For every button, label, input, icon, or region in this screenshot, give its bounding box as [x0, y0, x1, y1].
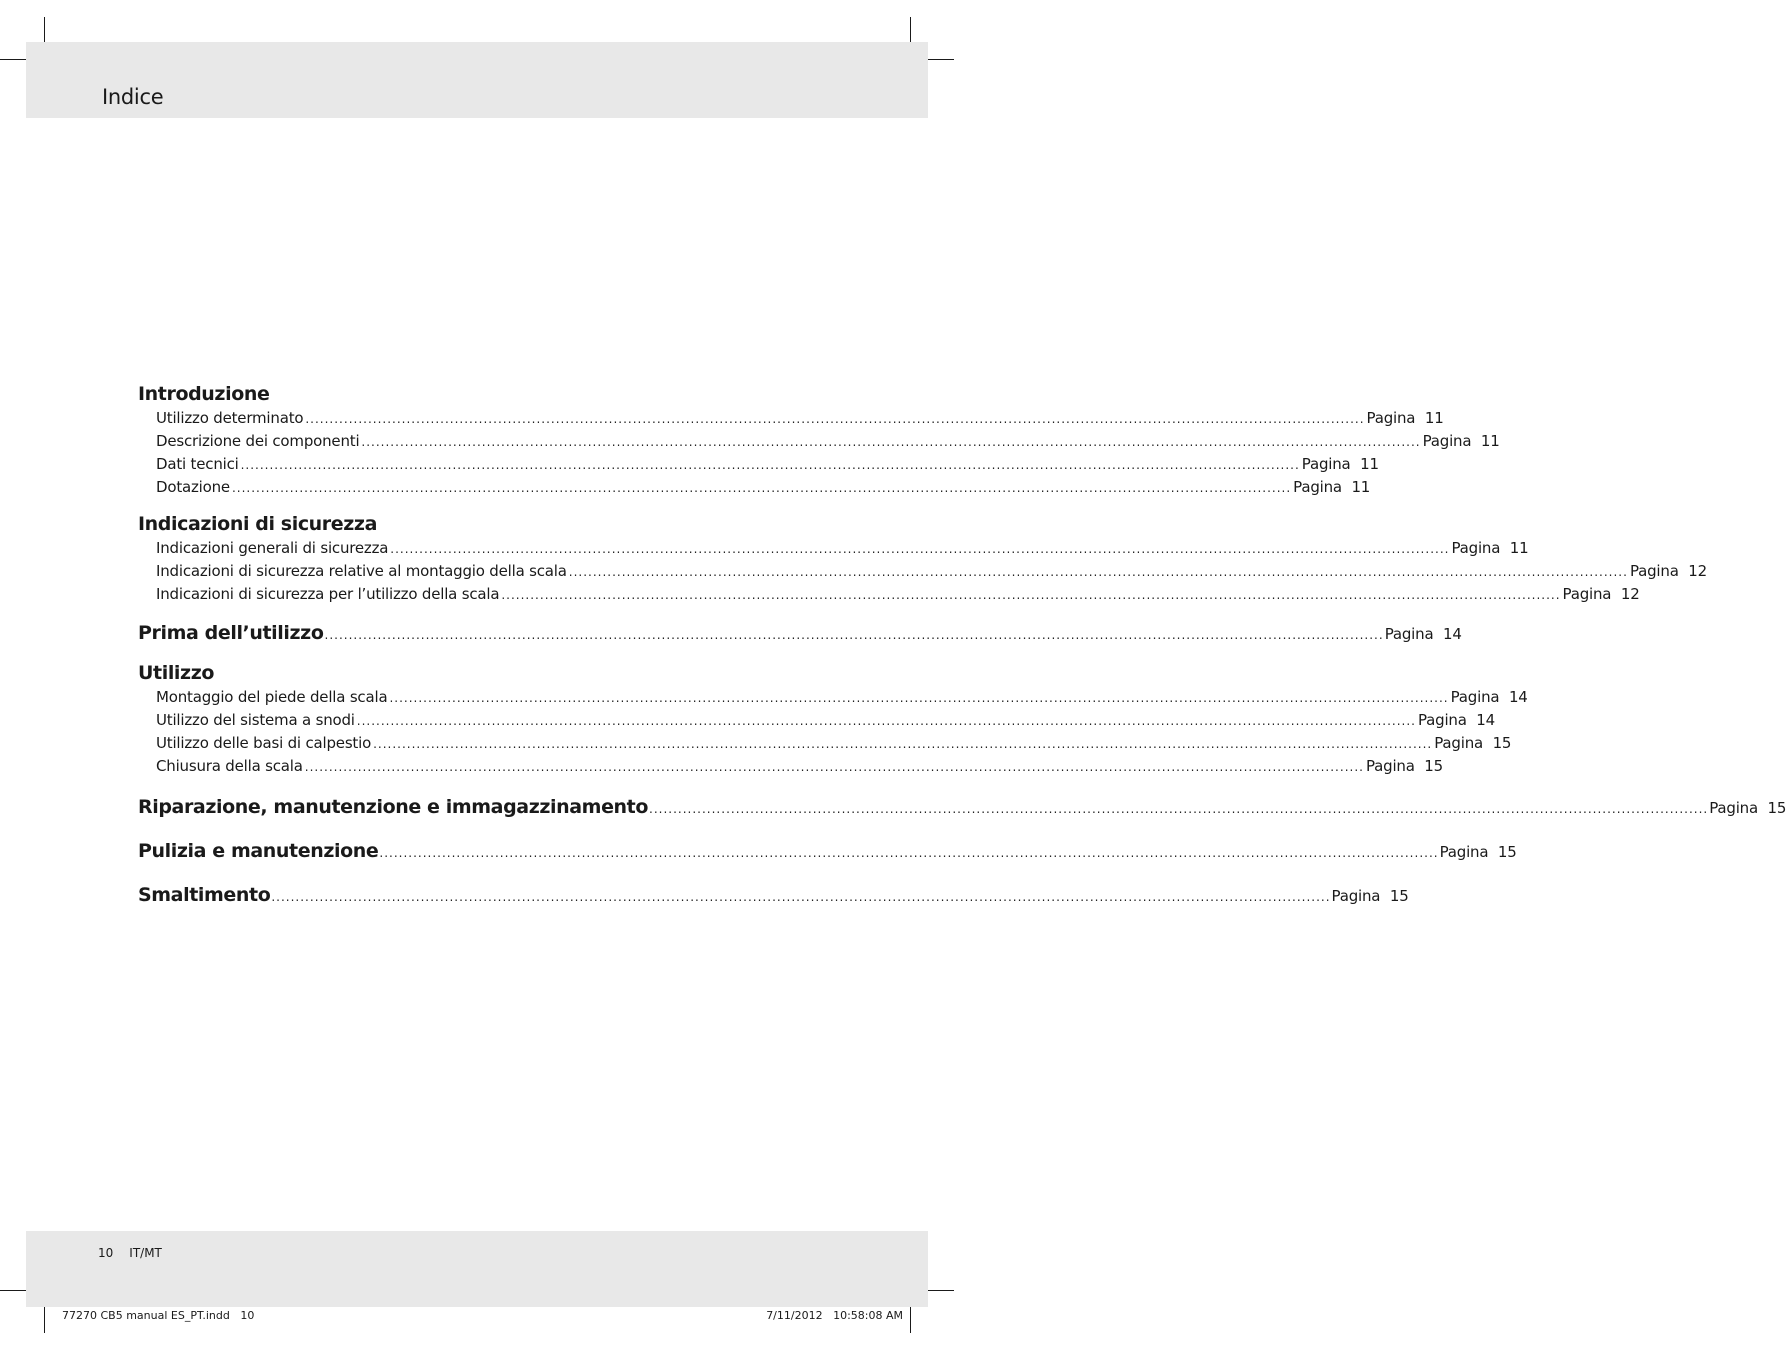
toc-entry-label: Indicazioni generali di sicurezza	[156, 539, 389, 557]
dot-leader: ............................................................................................................................................................................................................................	[373, 737, 1433, 751]
toc-entry[interactable]	[138, 709, 1495, 732]
toc-entry-page	[1385, 619, 1462, 649]
folio	[98, 1245, 162, 1261]
page-num: 15	[1767, 799, 1786, 817]
toc-entry-label: Utilizzo delle basi di calpestio	[156, 734, 372, 752]
toc-section	[138, 660, 1528, 778]
toc-entry-page	[1434, 732, 1511, 755]
dot-leader: ............................................................................................................................................................................................................................	[240, 458, 1300, 472]
toc-entry[interactable]	[138, 476, 1371, 499]
toc-entry-page	[1418, 709, 1495, 732]
page-num: 15	[1389, 887, 1409, 905]
page-number: 10	[98, 1246, 114, 1260]
toc-entry[interactable]	[138, 430, 1500, 453]
dot-leader: ............................................................................................................................................................................................................................	[379, 846, 1439, 860]
toc-section	[138, 880, 1409, 910]
toc-section-heading: Smaltimento	[138, 884, 271, 906]
page-label: Pagina	[1301, 455, 1351, 473]
page-label: Pagina	[1562, 585, 1612, 603]
dot-leader: ............................................................................................................................................................................................................................	[271, 890, 1331, 904]
dot-leader: ............................................................................................................................................................................................................................	[324, 628, 1384, 642]
page-num: 15	[1497, 843, 1517, 861]
toc-entry[interactable]	[138, 537, 1529, 560]
toc-section	[138, 381, 1500, 499]
page-label: Pagina	[1434, 734, 1484, 752]
toc-entry-label: Utilizzo determinato	[156, 409, 304, 427]
toc-entry-label: Indicazioni di sicurezza per l’utilizzo della scala	[156, 585, 500, 603]
dot-leader: ............................................................................................................................................................................................................................	[231, 481, 1292, 495]
page-num: 14	[1508, 688, 1528, 706]
page-label: Pagina	[1439, 843, 1489, 861]
toc-entry-page	[1451, 686, 1528, 709]
toc-section-heading: Pulizia e manutenzione	[138, 840, 379, 862]
toc-entry[interactable]	[138, 583, 1640, 606]
slug-date: 7/11/2012 10:58:08 AM	[766, 1309, 903, 1322]
crop-mark	[924, 59, 954, 60]
crop-mark	[924, 1290, 954, 1291]
toc-heading-entry[interactable]	[138, 618, 1462, 648]
page-title: Indice	[102, 85, 164, 109]
toc-entry[interactable]	[138, 453, 1379, 476]
toc-entry-page	[1302, 453, 1379, 476]
page-num: 11	[1424, 409, 1444, 427]
page-num: 11	[1351, 478, 1371, 496]
page-label: Pagina	[1366, 409, 1416, 427]
page-label: Pagina	[1384, 625, 1434, 643]
dot-leader: ............................................................................................................................................................................................................................	[305, 412, 1365, 426]
toc-entry-label: Dotazione	[156, 478, 230, 496]
dot-leader: ............................................................................................................................................................................................................................	[356, 714, 1416, 728]
dot-leader: ............................................................................................................................................................................................................................	[501, 588, 1561, 602]
page-label: Pagina	[1629, 562, 1679, 580]
toc-entry-page	[1630, 560, 1707, 583]
toc-entry-page	[1293, 476, 1370, 499]
table-of-contents	[138, 381, 1786, 910]
page-label: Pagina	[1422, 432, 1472, 450]
toc-entry[interactable]	[138, 560, 1707, 583]
page-label: Pagina	[1450, 688, 1500, 706]
toc-heading-entry[interactable]	[138, 792, 1786, 822]
page-num: 15	[1492, 734, 1512, 752]
dot-leader: ............................................................................................................................................................................................................................	[649, 802, 1709, 816]
page-num: 11	[1509, 539, 1529, 557]
toc-entry-page	[1423, 430, 1500, 453]
page-num: 12	[1620, 585, 1640, 603]
dot-leader: ............................................................................................................................................................................................................................	[304, 760, 1364, 774]
toc-entry[interactable]	[138, 732, 1512, 755]
page-num: 15	[1424, 757, 1443, 775]
dot-leader: ............................................................................................................................................................................................................................	[361, 435, 1421, 449]
toc-entry-page	[1563, 583, 1640, 606]
toc-section	[138, 792, 1786, 822]
toc-section	[138, 618, 1462, 648]
page-label: Pagina	[1417, 711, 1467, 729]
toc-section-heading: Riparazione, manutenzione e immagazzinamento	[138, 796, 649, 818]
toc-entry-page	[1709, 793, 1786, 823]
dot-leader: ............................................................................................................................................................................................................................	[389, 691, 1449, 705]
toc-section-heading: Utilizzo	[138, 662, 215, 684]
toc-entry-label: Indicazioni di sicurezza relative al montaggio della scala	[156, 562, 567, 580]
toc-entry-label: Descrizione dei componenti	[156, 432, 360, 450]
toc-entry-page	[1440, 837, 1517, 867]
dot-leader: ............................................................................................................................................................................................................................	[568, 565, 1628, 579]
crop-mark	[910, 1303, 911, 1333]
toc-entry-label: Utilizzo del sistema a snodi	[156, 711, 355, 729]
toc-entry-label: Montaggio del piede della scala	[156, 688, 388, 706]
dot-leader: ............................................................................................................................................................................................................................	[390, 542, 1450, 556]
toc-heading-entry[interactable]	[138, 880, 1409, 910]
toc-entry-page	[1332, 881, 1409, 911]
toc-entry-label: Chiusura della scala	[156, 757, 303, 775]
toc-entry-page	[1451, 537, 1528, 560]
toc-section-heading: Prima dell’utilizzo	[138, 622, 324, 644]
page-num: 12	[1688, 562, 1707, 580]
page-num: 14	[1476, 711, 1495, 729]
slug-file: 77270 CB5 manual ES_PT.indd 10	[62, 1309, 255, 1322]
page-label: Pagina	[1331, 887, 1381, 905]
toc-section-heading: Indicazioni di sicurezza	[138, 513, 378, 535]
page-num: 11	[1480, 432, 1500, 450]
toc-entry[interactable]	[138, 407, 1444, 430]
toc-entry-label: Dati tecnici	[156, 455, 239, 473]
toc-entry[interactable]	[138, 755, 1443, 778]
page-label: Pagina	[1709, 799, 1758, 817]
crop-mark	[44, 1303, 45, 1333]
toc-entry-page	[1366, 755, 1443, 778]
toc-section-heading: Introduzione	[138, 383, 270, 405]
toc-heading-entry[interactable]	[138, 836, 1517, 866]
footer-band	[26, 1231, 928, 1307]
toc-entry-page	[1367, 407, 1444, 430]
toc-section	[138, 511, 1707, 606]
language-code: IT/MT	[129, 1246, 162, 1260]
toc-entry[interactable]	[138, 686, 1528, 709]
page-num: 11	[1360, 455, 1379, 473]
page-label: Pagina	[1451, 539, 1501, 557]
page-num: 14	[1443, 625, 1462, 643]
page-label: Pagina	[1293, 478, 1342, 496]
toc-section	[138, 836, 1517, 866]
page-label: Pagina	[1365, 757, 1415, 775]
